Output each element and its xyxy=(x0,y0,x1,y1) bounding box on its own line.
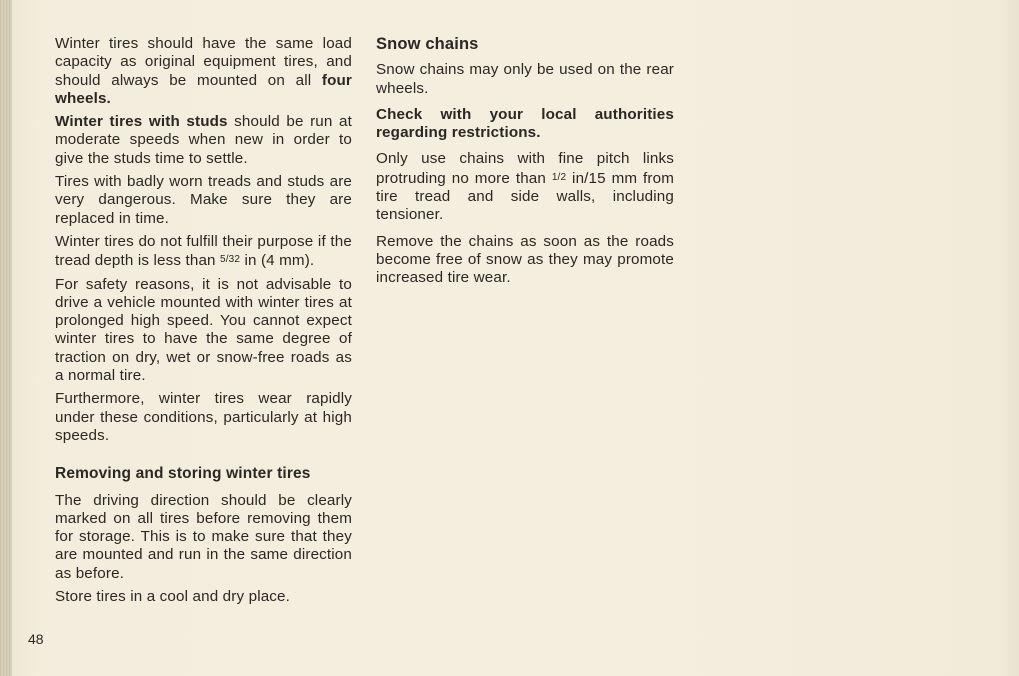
paragraph-studs xyxy=(55,113,352,168)
paragraph-text: Winter tires do not fulfill their purpose if the tread depth is less than xyxy=(55,232,352,270)
paragraph-store-tires: Store tires in a cool and dry place. xyxy=(55,588,291,606)
paragraph-load-capacity xyxy=(55,35,352,108)
heading-removing-storing: Removing and storing winter tires xyxy=(55,465,311,483)
fraction-text: 1/2 xyxy=(551,171,567,183)
paragraph-tread-depth xyxy=(55,233,352,271)
bold-text: four wheels. xyxy=(55,71,352,107)
paragraph-rear-wheels: Snow chains may only be used on the rear wheels. xyxy=(376,61,674,97)
paragraph-check-authorities: Check with your local authorities regarding restrictions. xyxy=(376,105,674,142)
paragraph-text: in (4 mm). xyxy=(240,252,315,270)
paragraph-wear: Furthermore, winter tires wear rapidly under these conditions, particularly at high speeds. xyxy=(55,390,352,444)
paragraph-driving-direction: The driving direction should be clearly marked on all tires before removing them for storage. This is to make sure that they are mounted and run in the same direction as before. xyxy=(55,491,352,582)
book-binding-edge xyxy=(0,0,12,676)
paragraph-text: in/15 mm from tire tread and side walls, including tensioner. xyxy=(376,169,675,224)
right-column xyxy=(376,35,674,293)
fraction-text: 5/32 xyxy=(220,254,241,266)
paragraph-remove-chains: Remove the chains as soon as the roads become free of snow as they may promote increased tire wear. xyxy=(376,232,674,287)
left-column xyxy=(55,35,352,611)
bold-text: Winter tires with studs xyxy=(55,113,228,131)
paragraph-text: Only use chains with fine pitch links protruding no more than xyxy=(376,150,674,187)
paragraph-safety: For safety reasons, it is not advisable to drive a vehicle mounted with winter tires at prolonged high speed. You cannot expect winter tires to have the same degree of traction on dry, wet or snow-free roads as a normal tire. xyxy=(55,275,352,385)
paragraph-chain-pitch xyxy=(376,150,674,224)
page-number: 48 xyxy=(28,631,44,647)
paragraph-worn-treads: Tires with badly worn treads and studs are very dangerous. Make sure they are replaced in time. xyxy=(55,173,352,227)
paragraph-text: Winter tires should have the same load capacity as original equipment tires, and should always be mounted on all xyxy=(55,35,352,89)
heading-snow-chains: Snow chains xyxy=(376,35,479,53)
paragraph-text: should be run at moderate speeds when new in order to give the studs time to settle. xyxy=(55,113,352,167)
